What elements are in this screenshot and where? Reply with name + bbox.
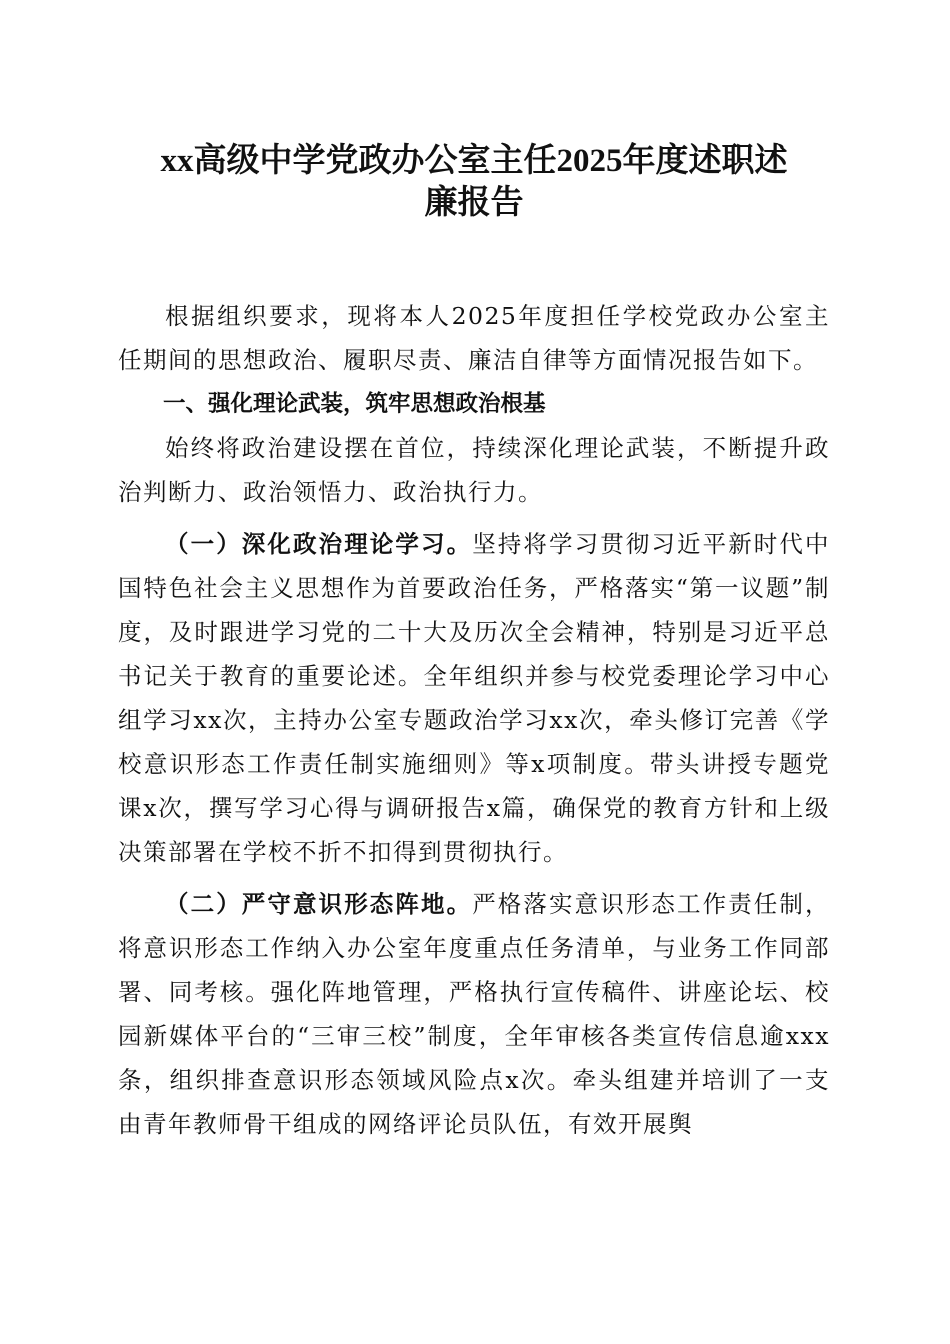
- title-line-1: xx高级中学党政办公室主任2025年度述职述: [160, 143, 788, 179]
- document-page: [118, 140, 830, 1146]
- item-1-paragraph: [118, 522, 830, 874]
- document-title: [118, 140, 830, 224]
- item-2-lead: （二）严守意识形态阵地。: [165, 890, 473, 918]
- item-2-paragraph: [118, 882, 830, 1146]
- intro-paragraph: 根据组织要求，现将本人2025年度担任学校党政办公室主任期间的思想政治、履职尽责、廉洁自律等方面情况报告如下。: [118, 302, 830, 374]
- item-1-lead: （一）深化政治理论学习。: [165, 530, 473, 558]
- item-2-body: 严格落实意识形态工作责任制，将意识形态工作纳入办公室年度重点任务清单，与业务工作同部署、同考核。强化阵地管理，严格执行宣传稿件、讲座论坛、校园新媒体平台的“三审三校”制度，全年审核各类宣传信息逾xxx条，组织排查意识形态领域风险点x次。牵头组建并培训了一支由青年教师骨干组成的网络评论员队伍，有效开展舆: [118, 890, 831, 1138]
- section-1-paragraph: 始终将政治建设摆在首位，持续深化理论武装，不断提升政治判断力、政治领悟力、政治执行力。: [118, 434, 830, 506]
- title-line-2: 廉报告: [424, 185, 524, 221]
- item-1-body: 坚持将学习贯彻习近平新时代中国特色社会主义思想作为首要政治任务，严格落实“第一议题”制度，及时跟进学习党的二十大及历次全会精神，特别是习近平总书记关于教育的重要论述。全年组织并参与校党委理论学习中心组学习xx次，主持办公室专题政治学习xx次，牵头修订完善《学校意识形态工作责任制实施细则》等x项制度。带头讲授专题党课x次，撰写学习心得与调研报告x篇，确保党的教育方针和上级决策部署在学校不折不扣得到贯彻执行。: [118, 530, 831, 866]
- section-heading-1: 一、强化理论武装，筑牢思想政治根基: [163, 391, 546, 417]
